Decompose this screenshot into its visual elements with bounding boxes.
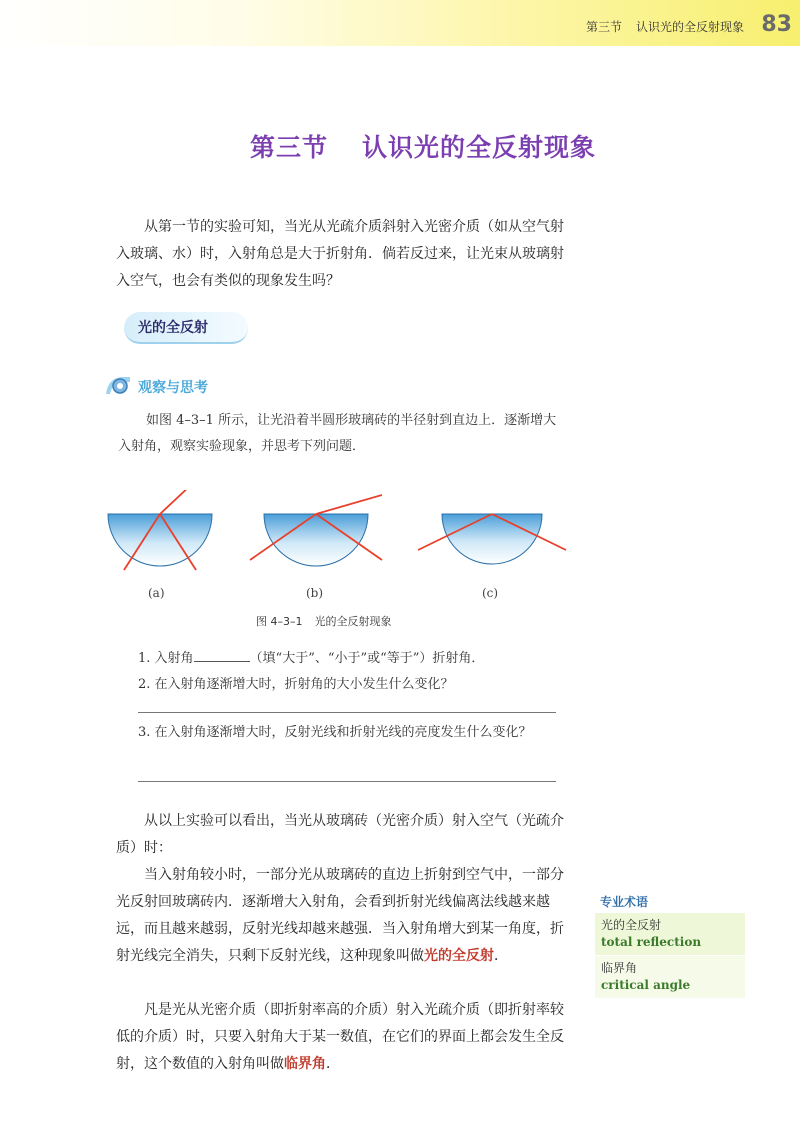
diagram-b [250,495,382,566]
eye-icon [104,374,132,398]
figure-caption-number: 图 4–3–1 [256,615,303,628]
figure-label-a: (a) [148,586,165,600]
title-name: 认识光的全反射现象 [362,133,597,162]
intro-paragraph: 从第一节的实验可知，当光从光疏介质斜射入光密介质（如从空气射入玻璃、水）时，入射角总是大于折射角．倘若反过来，让光束从玻璃射入空气，也会有类似的现象发生吗？ [116,219,564,289]
glossary-term-zh: 临界角 [601,961,638,975]
glossary-title: 专业术语 [600,895,649,909]
glossary-term-zh: 光的全反射 [601,918,662,932]
body-paragraph-3-end: ． [326,1056,340,1072]
body-paragraph-3 [116,997,576,1078]
header-section: 第三节 [585,20,622,34]
body-paragraph-3-text: 凡是光从光密介质（即折射率高的介质）射入光疏介质（即折射率较低的介质）时，只要入射角大于某一数值，在它们的界面上都会发生全反射，这个数值的入射角叫做 [116,1002,564,1072]
page-title [0,128,800,164]
body-paragraph-1: 从以上实验可以看出，当光从玻璃砖（光密介质）射入空气（光疏介质）时： [116,813,564,856]
glossary-term-en: critical angle [601,978,691,992]
figure-label-c: (c) [482,586,499,600]
glossary-term-en: total reflection [601,935,702,949]
question-1-blank[interactable] [194,647,250,662]
body-paragraph-2-text: 当入射角较小时，一部分光从玻璃砖的直边上折射到空气中，一部分光反射回玻璃砖内．逐渐增大入射角，会看到折射光线偏离法线越来越远，而且越来越弱，反射光线却越来越强．当入射角增大到某一角度，折射光线完全消失，只剩下反射光线，这种现象叫做 [116,867,564,964]
header-chapter-title: 认识光的全反射现象 [635,20,744,34]
figure-label-b: (b) [306,586,324,600]
answer-line-3[interactable] [138,781,556,782]
diagram-a [108,490,212,570]
term-total-reflection: 光的全反射 [424,948,494,964]
term-critical-angle: 临界角 [284,1056,326,1072]
glossary-item [595,913,745,955]
figure-caption [256,613,392,629]
figure-caption-text: 光的全反射现象 [314,615,392,628]
section-heading [124,312,248,344]
observe-text: 如图 4–3–1 所示，让光沿着半圆形玻璃砖的半径射到直边上．逐渐增大入射角，观察实验现象，并思考下列问题． [118,413,557,454]
question-1 [138,646,558,672]
running-header [586,18,744,35]
title-section: 第三节 [249,133,328,162]
observe-title: 观察与思考 [138,380,208,396]
question-1-after: （填“大于”、“小于”或“等于”）折射角． [249,651,485,666]
glossary-item [595,956,745,998]
answer-line-2[interactable] [138,712,556,713]
question-1-before: 1. 入射角 [138,651,194,666]
body-paragraph-2 [116,862,576,970]
question-2: 2. 在入射角逐渐增大时，折射角的大小发生什么变化？ [138,677,454,692]
total-reflection-figure [100,490,580,610]
question-3: 3. 在入射角逐渐增大时，反射光线和折射光线的亮度发生什么变化？ [138,725,532,740]
body-paragraph-2-end: ． [494,948,508,964]
diagram-c [418,514,566,564]
section-heading-label: 光的全反射 [138,320,208,336]
page-number: 83 [761,12,792,37]
